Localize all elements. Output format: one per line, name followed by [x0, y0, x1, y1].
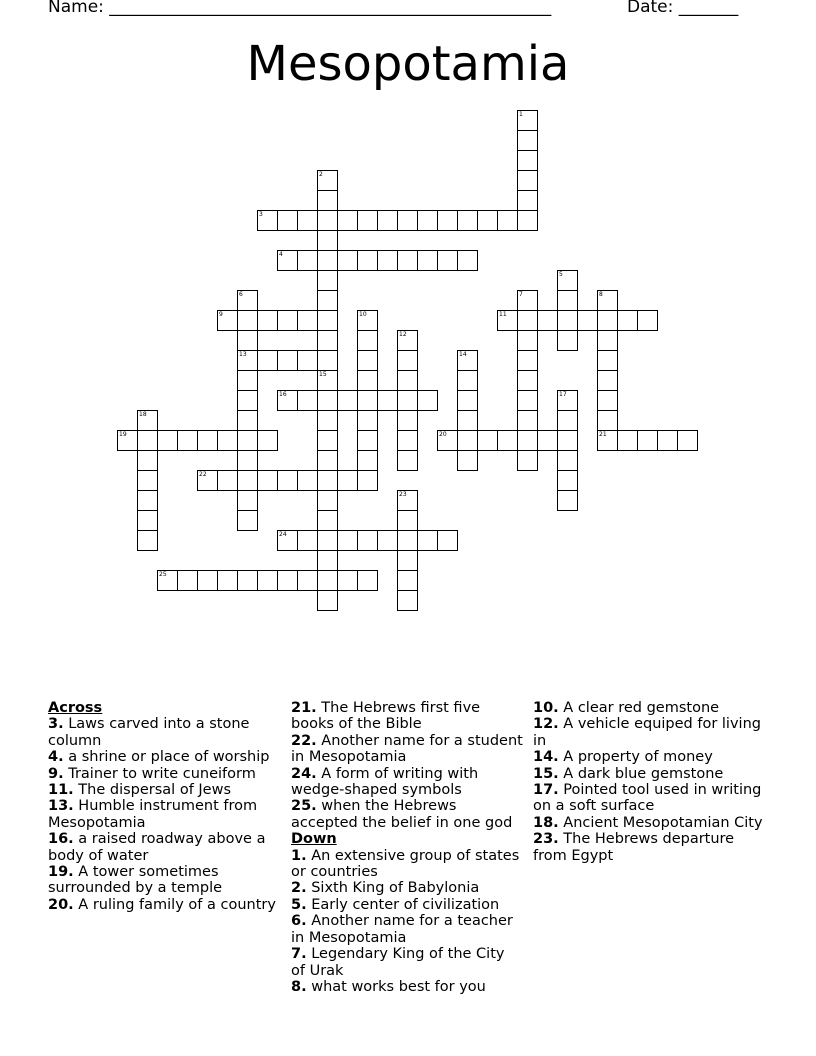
- clue-text: Trainer to write cuneiform: [63, 765, 256, 782]
- grid-cell[interactable]: [297, 390, 318, 411]
- grid-cell[interactable]: [397, 430, 418, 451]
- grid-cell[interactable]: [217, 570, 238, 591]
- clue-text: Laws carved into a stone column: [48, 716, 250, 749]
- grid-cell[interactable]: [237, 390, 258, 411]
- clue-number-label: 10.: [533, 700, 559, 716]
- grid-cell[interactable]: [177, 570, 198, 591]
- grid-cell[interactable]: [137, 450, 158, 471]
- down-clue: [291, 848, 523, 881]
- grid-cell[interactable]: [137, 430, 158, 451]
- clue-number-label: 25.: [291, 798, 317, 815]
- clue-text: The dispersal of Jews: [73, 782, 232, 799]
- grid-cell[interactable]: [517, 330, 538, 351]
- clue-number-label: 13.: [48, 798, 74, 815]
- clue-text: A ruling family of a country: [73, 896, 276, 913]
- grid-cell[interactable]: [377, 530, 398, 551]
- grid-cell[interactable]: [397, 250, 418, 271]
- grid-cell[interactable]: [377, 250, 398, 271]
- clue-number: 21: [599, 431, 607, 438]
- name-line: ____________________________________________________: [109, 0, 552, 17]
- name-label-text: Name:: [48, 0, 104, 17]
- grid-cell[interactable]: [397, 350, 418, 371]
- grid-cell[interactable]: [517, 210, 538, 231]
- clue-number: 15: [319, 371, 327, 378]
- clue-column-2: [291, 700, 523, 995]
- grid-cell[interactable]: [337, 530, 358, 551]
- grid-cell[interactable]: [317, 350, 338, 371]
- clue-number-label: 19.: [48, 864, 74, 881]
- clue-text: A vehicle equiped for living in: [533, 716, 761, 749]
- clue-number-label: 16.: [48, 831, 74, 848]
- down-clue: [533, 815, 765, 831]
- grid-cell[interactable]: [457, 370, 478, 391]
- grid-cell[interactable]: [317, 550, 338, 571]
- grid-cell[interactable]: [397, 510, 418, 531]
- clue-number: 4: [279, 251, 283, 258]
- grid-cell[interactable]: [237, 490, 258, 511]
- clue-number-label: 9.: [48, 765, 64, 782]
- down-clue: [533, 749, 765, 765]
- grid-cell[interactable]: [397, 330, 418, 351]
- clue-number-label: 1.: [291, 847, 307, 864]
- across-clue: [48, 798, 276, 831]
- grid-cell[interactable]: [457, 250, 478, 271]
- grid-cell[interactable]: [357, 210, 378, 231]
- grid-cell[interactable]: [517, 350, 538, 371]
- clue-number-label: 23.: [533, 831, 559, 848]
- grid-cell[interactable]: [597, 310, 618, 331]
- clue-number: 18: [139, 411, 147, 418]
- across-clue: [291, 766, 523, 799]
- clue-number-label: 4.: [48, 749, 64, 766]
- down-clue: [291, 897, 523, 913]
- grid-cell[interactable]: [397, 450, 418, 471]
- grid-cell[interactable]: [457, 410, 478, 431]
- clue-text: what works best for you: [306, 978, 486, 995]
- grid-cell[interactable]: [357, 370, 378, 391]
- down-heading: Down: [291, 831, 337, 848]
- grid-cell[interactable]: [237, 410, 258, 431]
- grid-cell[interactable]: [457, 210, 478, 231]
- down-clue: [291, 880, 523, 896]
- grid-cell[interactable]: [497, 210, 518, 231]
- clue-number-label: 11.: [48, 782, 74, 799]
- clue-text: Pointed tool used in writing on a soft surface: [533, 782, 762, 815]
- clue-number-label: 17.: [533, 782, 559, 799]
- grid-cell[interactable]: [557, 290, 578, 311]
- grid-cell[interactable]: [357, 430, 378, 451]
- clue-number: 7: [519, 291, 523, 298]
- grid-cell[interactable]: [517, 450, 538, 471]
- clue-number: 17: [559, 391, 567, 398]
- grid-cell[interactable]: [197, 470, 218, 491]
- clue-text: A dark blue gemstone: [558, 765, 724, 782]
- grid-cell[interactable]: [357, 570, 378, 591]
- grid-cell[interactable]: [217, 470, 238, 491]
- clue-number-label: 6.: [291, 913, 307, 930]
- grid-cell[interactable]: [357, 250, 378, 271]
- clue-number-label: 5.: [291, 896, 307, 913]
- grid-cell[interactable]: [457, 450, 478, 471]
- grid-cell[interactable]: [337, 390, 358, 411]
- clue-number-label: 24.: [291, 765, 317, 782]
- clue-number: 19: [119, 431, 127, 438]
- grid-cell[interactable]: [497, 310, 518, 331]
- grid-cell[interactable]: [437, 250, 458, 271]
- grid-cell[interactable]: [257, 310, 278, 331]
- grid-cell[interactable]: [637, 430, 658, 451]
- grid-cell[interactable]: [517, 310, 538, 331]
- grid-cell[interactable]: [337, 470, 358, 491]
- grid-cell[interactable]: [237, 370, 258, 391]
- down-clue: [533, 700, 765, 716]
- grid-cell[interactable]: [317, 170, 338, 191]
- grid-cell[interactable]: [317, 450, 338, 471]
- grid-cell[interactable]: [137, 470, 158, 491]
- grid-cell[interactable]: [357, 330, 378, 351]
- grid-cell[interactable]: [397, 370, 418, 391]
- grid-cell[interactable]: [677, 430, 698, 451]
- clue-number-label: 20.: [48, 896, 74, 913]
- grid-cell[interactable]: [357, 310, 378, 331]
- clue-number: 25: [159, 571, 167, 578]
- grid-cell[interactable]: [297, 530, 318, 551]
- grid-cell[interactable]: [397, 210, 418, 231]
- grid-cell[interactable]: [357, 470, 378, 491]
- clue-column-3: [533, 700, 765, 864]
- grid-cell[interactable]: [317, 570, 338, 591]
- grid-cell[interactable]: [417, 390, 438, 411]
- grid-cell[interactable]: [597, 410, 618, 431]
- clue-number: 23: [399, 491, 407, 498]
- grid-cell[interactable]: [557, 470, 578, 491]
- grid-cell[interactable]: [457, 390, 478, 411]
- across-clue: [48, 831, 276, 864]
- grid-cell[interactable]: [217, 310, 238, 331]
- grid-cell[interactable]: [297, 250, 318, 271]
- grid-cell[interactable]: [597, 350, 618, 371]
- grid-cell[interactable]: [477, 430, 498, 451]
- clue-number-label: 2.: [291, 880, 307, 897]
- across-clue: [48, 782, 276, 798]
- across-clue: [291, 733, 523, 766]
- clue-text: A property of money: [558, 749, 713, 766]
- clue-number: 22: [199, 471, 207, 478]
- clue-text: A form of writing with wedge-shaped symbols: [291, 765, 479, 799]
- grid-cell[interactable]: [277, 310, 298, 331]
- clue-text: Ancient Mesopotamian City: [558, 814, 763, 831]
- grid-cell[interactable]: [517, 430, 538, 451]
- grid-cell[interactable]: [177, 430, 198, 451]
- clue-text: The Hebrews first five books of the Bible: [291, 700, 481, 733]
- grid-cell[interactable]: [557, 430, 578, 451]
- grid-cell[interactable]: [457, 350, 478, 371]
- grid-cell[interactable]: [397, 490, 418, 511]
- grid-cell[interactable]: [317, 290, 338, 311]
- clue-number-label: 12.: [533, 716, 559, 733]
- clue-text: Sixth King of Babylonia: [306, 880, 480, 897]
- clue-number: 13: [239, 351, 247, 358]
- clue-number-label: 18.: [533, 814, 559, 831]
- clue-number-label: 22.: [291, 732, 317, 749]
- clue-text: Humble instrument from Mesopotamia: [48, 798, 258, 831]
- grid-cell[interactable]: [317, 250, 338, 271]
- grid-cell[interactable]: [277, 350, 298, 371]
- grid-cell[interactable]: [317, 270, 338, 291]
- across-clue: [48, 897, 276, 913]
- grid-cell[interactable]: [357, 450, 378, 471]
- grid-cell[interactable]: [237, 350, 258, 371]
- grid-cell[interactable]: [597, 370, 618, 391]
- clue-number: 24: [279, 531, 287, 538]
- down-clue: [533, 766, 765, 782]
- grid-cell[interactable]: [157, 570, 178, 591]
- grid-cell[interactable]: [577, 310, 598, 331]
- grid-cell[interactable]: [557, 270, 578, 291]
- grid-cell[interactable]: [357, 530, 378, 551]
- grid-cell[interactable]: [517, 130, 538, 151]
- grid-cell[interactable]: [597, 290, 618, 311]
- grid-cell[interactable]: [437, 210, 458, 231]
- grid-cell[interactable]: [557, 390, 578, 411]
- grid-cell[interactable]: [217, 430, 238, 451]
- clue-text: The Hebrews departure from Egypt: [533, 831, 735, 864]
- grid-cell[interactable]: [317, 530, 338, 551]
- grid-cell[interactable]: [297, 470, 318, 491]
- grid-cell[interactable]: [337, 210, 358, 231]
- down-clue: [533, 831, 765, 864]
- clue-number: 16: [279, 391, 287, 398]
- grid-cell[interactable]: [237, 290, 258, 311]
- grid-cell[interactable]: [257, 350, 278, 371]
- clue-number-label: 15.: [533, 765, 559, 782]
- grid-cell[interactable]: [237, 450, 258, 471]
- date-line: _______: [678, 0, 739, 17]
- grid-cell[interactable]: [397, 550, 418, 571]
- grid-cell[interactable]: [257, 570, 278, 591]
- down-clue: [291, 979, 523, 995]
- clue-text: An extensive group of states or countries: [291, 847, 520, 881]
- grid-cell[interactable]: [557, 410, 578, 431]
- grid-cell[interactable]: [137, 510, 158, 531]
- clue-column-1: [48, 700, 276, 913]
- grid-cell[interactable]: [277, 570, 298, 591]
- grid-cell[interactable]: [317, 390, 338, 411]
- grid-cell[interactable]: [257, 470, 278, 491]
- clue-text: Another name for a student in Mesopotamia: [291, 732, 523, 766]
- grid-cell[interactable]: [277, 390, 298, 411]
- grid-cell[interactable]: [237, 310, 258, 331]
- grid-cell[interactable]: [537, 310, 558, 331]
- grid-cell[interactable]: [357, 390, 378, 411]
- grid-cell[interactable]: [197, 570, 218, 591]
- grid-cell[interactable]: [517, 110, 538, 131]
- clue-number: 20: [439, 431, 447, 438]
- across-clue: [48, 864, 276, 897]
- grid-cell[interactable]: [357, 350, 378, 371]
- clue-text: a raised roadway above a body of water: [48, 831, 266, 864]
- grid-cell[interactable]: [397, 530, 418, 551]
- grid-cell[interactable]: [257, 430, 278, 451]
- date-label-text: Date:: [627, 0, 674, 17]
- grid-cell[interactable]: [397, 410, 418, 431]
- grid-cell[interactable]: [157, 430, 178, 451]
- grid-cell[interactable]: [137, 530, 158, 551]
- grid-cell[interactable]: [337, 570, 358, 591]
- grid-cell[interactable]: [557, 490, 578, 511]
- grid-cell[interactable]: [417, 250, 438, 271]
- grid-cell[interactable]: [437, 430, 458, 451]
- grid-cell[interactable]: [377, 210, 398, 231]
- grid-cell[interactable]: [457, 430, 478, 451]
- clue-text: Legendary King of the City of Urak: [291, 946, 505, 979]
- grid-cell[interactable]: [277, 470, 298, 491]
- clue-number: 14: [459, 351, 467, 358]
- clue-number: 6: [239, 291, 243, 298]
- across-clue: [48, 766, 276, 782]
- clue-number: 11: [499, 311, 507, 318]
- clue-number-label: 21.: [291, 700, 317, 716]
- grid-cell[interactable]: [517, 170, 538, 191]
- down-clue: [291, 946, 523, 979]
- grid-cell[interactable]: [317, 210, 338, 231]
- grid-cell[interactable]: [237, 570, 258, 591]
- grid-cell[interactable]: [117, 430, 138, 451]
- grid-cell[interactable]: [497, 430, 518, 451]
- grid-cell[interactable]: [317, 490, 338, 511]
- clue-number: 3: [259, 211, 263, 218]
- grid-cell[interactable]: [417, 530, 438, 551]
- down-clue: [291, 913, 523, 946]
- across-clue: [291, 700, 523, 733]
- across-clue: [48, 716, 276, 749]
- clue-text: a shrine or place of worship: [63, 749, 270, 766]
- grid-cell[interactable]: [137, 410, 158, 431]
- grid-cell[interactable]: [517, 390, 538, 411]
- clue-number: 8: [599, 291, 603, 298]
- grid-cell[interactable]: [277, 210, 298, 231]
- clue-number: 10: [359, 311, 367, 318]
- clue-number: 12: [399, 331, 407, 338]
- across-clue: [48, 749, 276, 765]
- grid-cell[interactable]: [397, 390, 418, 411]
- grid-cell[interactable]: [517, 410, 538, 431]
- grid-cell[interactable]: [557, 310, 578, 331]
- grid-cell[interactable]: [597, 330, 618, 351]
- down-clue: [533, 716, 765, 749]
- grid-cell[interactable]: [397, 570, 418, 591]
- clue-number: 5: [559, 271, 563, 278]
- grid-cell[interactable]: [277, 530, 298, 551]
- grid-cell[interactable]: [237, 510, 258, 531]
- grid-cell[interactable]: [557, 330, 578, 351]
- grid-cell[interactable]: [197, 430, 218, 451]
- grid-cell[interactable]: [517, 190, 538, 211]
- grid-cell[interactable]: [137, 490, 158, 511]
- grid-cell[interactable]: [317, 370, 338, 391]
- grid-cell[interactable]: [297, 210, 318, 231]
- grid-cell[interactable]: [377, 390, 398, 411]
- grid-cell[interactable]: [297, 310, 318, 331]
- grid-cell[interactable]: [397, 590, 418, 611]
- clue-text: A tower sometimes surrounded by a temple: [48, 864, 223, 897]
- clue-text: Early center of civilization: [306, 896, 500, 913]
- grid-cell[interactable]: [477, 210, 498, 231]
- grid-cell[interactable]: [517, 370, 538, 391]
- grid-cell[interactable]: [537, 430, 558, 451]
- grid-cell[interactable]: [517, 150, 538, 171]
- clue-number: 9: [219, 311, 223, 318]
- grid-cell[interactable]: [337, 250, 358, 271]
- grid-cell[interactable]: [657, 430, 678, 451]
- clue-text: Another name for a teacher in Mesopotamia: [291, 913, 513, 946]
- across-clue: [291, 798, 523, 831]
- clue-number: 1: [519, 111, 523, 118]
- grid-cell[interactable]: [317, 190, 338, 211]
- clue-number-label: 8.: [291, 978, 307, 995]
- grid-cell[interactable]: [237, 430, 258, 451]
- grid-cell[interactable]: [317, 470, 338, 491]
- grid-cell[interactable]: [297, 350, 318, 371]
- grid-cell[interactable]: [357, 410, 378, 431]
- grid-cell[interactable]: [317, 330, 338, 351]
- grid-cell[interactable]: [597, 390, 618, 411]
- grid-cell[interactable]: [617, 310, 638, 331]
- clue-number-label: 14.: [533, 749, 559, 766]
- grid-cell[interactable]: [417, 210, 438, 231]
- grid-cell[interactable]: [437, 530, 458, 551]
- grid-cell[interactable]: [617, 430, 638, 451]
- down-clue: [533, 782, 765, 815]
- grid-cell[interactable]: [517, 290, 538, 311]
- clue-text: A clear red gemstone: [558, 700, 720, 716]
- grid-cell[interactable]: [297, 570, 318, 591]
- grid-cell[interactable]: [317, 590, 338, 611]
- grid-cell[interactable]: [257, 210, 278, 231]
- clue-number-label: 3.: [48, 716, 64, 733]
- grid-cell[interactable]: [317, 430, 338, 451]
- grid-cell[interactable]: [237, 470, 258, 491]
- clue-number-label: 7.: [291, 946, 307, 963]
- clue-text: when the Hebrews accepted the belief in one god: [291, 798, 513, 831]
- grid-cell[interactable]: [317, 510, 338, 531]
- grid-cell[interactable]: [637, 310, 658, 331]
- grid-cell[interactable]: [237, 330, 258, 351]
- grid-cell[interactable]: [597, 430, 618, 451]
- grid-cell[interactable]: [317, 230, 338, 251]
- across-heading: Across: [48, 700, 103, 716]
- grid-cell[interactable]: [317, 410, 338, 431]
- grid-cell[interactable]: [557, 450, 578, 471]
- grid-cell[interactable]: [277, 250, 298, 271]
- grid-cell[interactable]: [317, 310, 338, 331]
- puzzle-title: Mesopotamia: [246, 36, 570, 92]
- clue-number: 2: [319, 171, 323, 178]
